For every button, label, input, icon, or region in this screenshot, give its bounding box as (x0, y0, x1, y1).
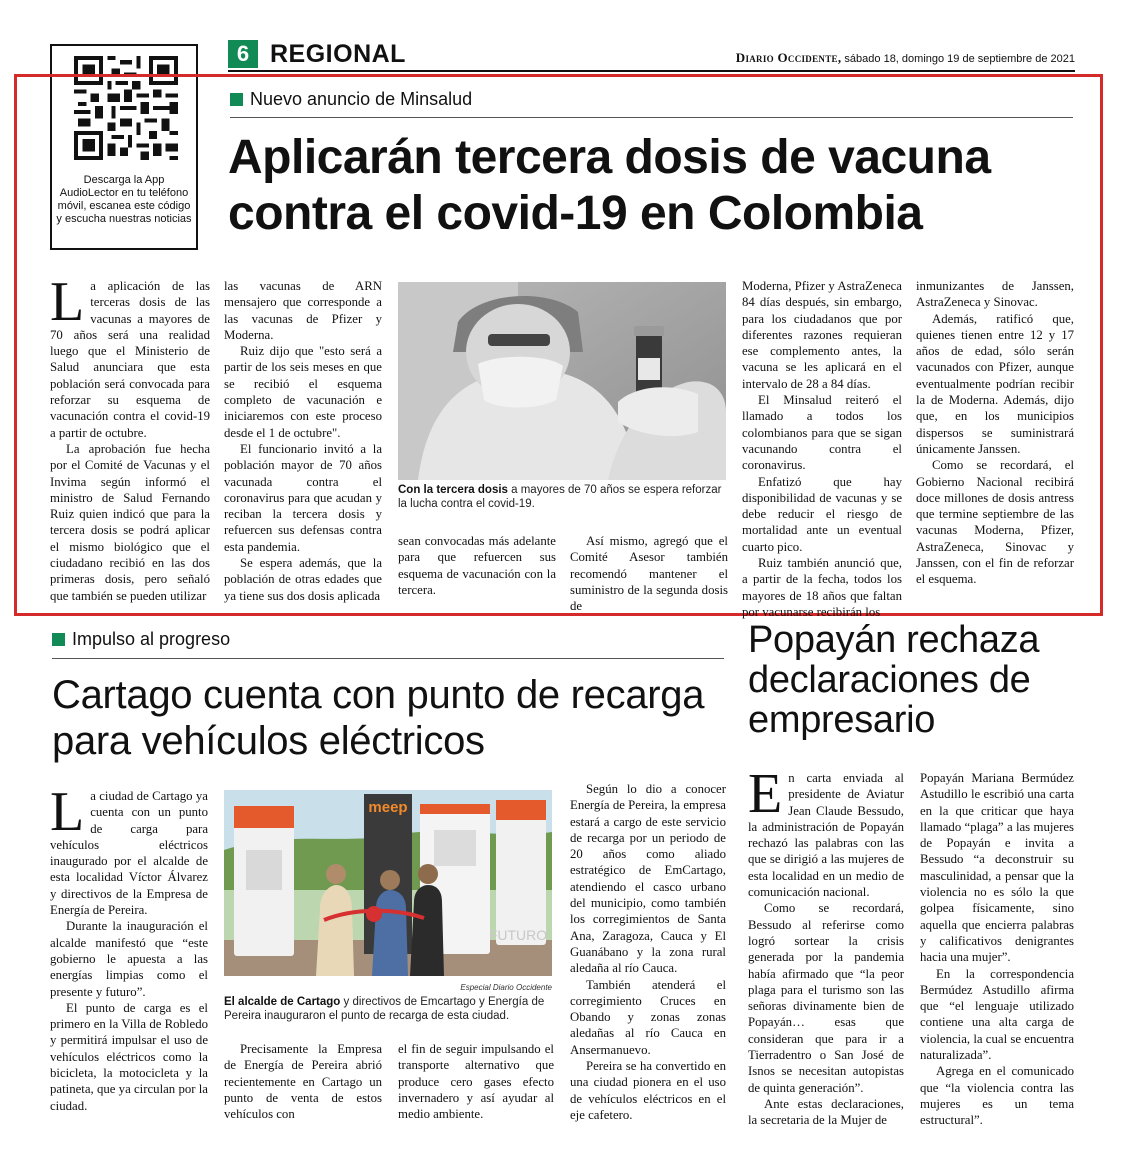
paragraph: a ciudad de Cartago ya cuenta con un punto de carga para vehículos eléctricos inaugurado por el alcalde de esta localidad Víctor Álvarez y directivos de la Empresa de Energía de Pereira. (50, 789, 208, 918)
drop-cap: L (50, 781, 85, 843)
article-headline[interactable]: Popayán rechaza declaraciones de empresario (748, 619, 1040, 741)
kicker-text: Impulso al progreso (72, 629, 231, 649)
paragraph: También atenderá el corregimiento Cruces en Obando y zonas zonas aledañas al río Cauca en Ansermanuevo. (570, 977, 726, 1057)
issue-date: sábado 18, domingo 19 de septiembre de 2021 (841, 53, 1075, 65)
paragraph: a aplicación de las terceras dosis de las vacunas a mayores de 70 años será una realidad luego que el Ministerio de Salud anunciara que esta población será convocada para reforzar su esquema de vacunación contra el covid-19 a partir de octubre. (50, 279, 210, 440)
photo-caption (398, 483, 728, 511)
article-column (570, 781, 726, 1123)
green-square-icon (52, 633, 65, 646)
paragraph: inmunizantes de Janssen, AstraZeneca y Sinovac. (916, 279, 1074, 310)
caption-text: y directivos de Emcartago y Energía de Pereira inauguraron el punto de recarga de esta ciudad. (224, 996, 545, 1022)
vaccine-photo (398, 282, 726, 480)
caption-lead: El alcalde de Cartago (224, 996, 341, 1008)
paragraph: El punto de carga es el primero en la Villa de Robledo y permitirá impulsar el uso de vehículos eléctricos como la bicicleta, la motocicleta y la patineta, que ya circulan por la ciudad. (50, 1000, 208, 1113)
paragraph: el fin de seguir impulsando el transporte alternativo que produce cero gases efecto invernadero y así ayudar al medio ambiente. (398, 1042, 554, 1122)
dateline (736, 50, 1075, 67)
paragraph: Ruiz dijo que "esto será a partir de los seis meses en que se recibió el esquema completo de vacunación e iniciaremos con este proceso desde el 1 de octubre". (224, 344, 382, 440)
article-column (50, 271, 210, 604)
kicker-text: Nuevo anuncio de Minsalud (250, 89, 473, 109)
paragraph: La aprobación fue hecha por el Comité de Vacunas y el Invima según informó el ministro de Salud Fernando Ruiz quien indicó que para la tercera dosis se podrá aplicar el mismo biológico que el ciudadano recibió en las dos primeras dosis, pero señaló que también se pueden utilizar (50, 441, 210, 603)
paragraph: Ante estas declaraciones, la secretaria de la Mujer de (748, 1096, 904, 1128)
paragraph: Se espera además, que la población de otras edades que ya tiene sus dos dosis aplicada (224, 556, 382, 603)
article-column (224, 1041, 382, 1122)
photo-credit: Especial Diario Occidente (460, 983, 552, 992)
paragraph: Moderna, Pfizer y AstraZeneca 84 días después, sin embargo, para los ciudadanos que por diferentes razones requieran ese complemento antes, la vacuna se les aplicará en el intervalo de 28 a 84 días. (742, 279, 902, 391)
paragraph: Enfatizó que hay disponibilidad de vacunas y se debe reducir el riesgo de mortalidad ante un eventual cuarto pico. (742, 474, 902, 554)
paragraph: Durante la inauguración el alcalde manifestó que “este gobierno le apuesta a las energías limpias como el presente y futuro”. (50, 919, 208, 999)
drop-cap: E (748, 763, 783, 825)
article-column (916, 278, 1074, 588)
article-column (224, 278, 382, 604)
charging-station-photo (224, 790, 552, 976)
drop-cap: L (50, 271, 85, 333)
article-column (50, 781, 208, 1114)
paragraph: Popayán Mariana Bermúdez Astudillo le escribió una carta en la que criticar que haya llamado “plaga” a las mujeres de Popayán e invita a Bessudo “a deconstruir su masculinidad, a pensar que la violencia no es sólo la que golpea físicamente, sino aquella que encierra palabras y calificativos denigrantes hacia una mujer”. (920, 771, 1074, 965)
paragraph: El Minsalud reiteró el llamado a todos los colombianos para que se sigan vacunando contra el coronavirus. (742, 393, 902, 473)
paragraph: Agrega en el comunicado que “la violencia contra las mujeres es un tema estructural”. (920, 1064, 1074, 1128)
article-column (570, 533, 728, 614)
page-number: 6 (228, 40, 258, 68)
paragraph: En la correspondencia Bermúdez Astudillo afirma que “el lenguaje utilizado contiene una alta carga de violencia, la cual se encuentra naturalizada”. (920, 966, 1074, 1063)
kicker-rule (230, 117, 1073, 118)
paragraph: Pereira se ha convertido en una ciudad pionera en el uso de vehículos eléctricos en el eje cafetero. (570, 1059, 726, 1122)
paragraph: El funcionario invitó a la población mayor de 70 años vacunada contra el coronavirus para que acudan y reciban la tercera dosis y refuercen sus defensas contra esta pandemia. (224, 441, 382, 554)
paragraph: Precisamente la Empresa de Energía de Pereira abrió recientemente en Cartago un punto de venta de estos vehículos con (224, 1042, 382, 1122)
paragraph: Ruiz también anunció que, a partir de la fecha, todos los mayores de 18 años que faltan por vacunarse recibirán los (742, 556, 902, 619)
newspaper-name: Diario Occidente, (735, 50, 842, 65)
green-square-icon (230, 93, 243, 106)
paragraph: Además, ratificó que, quienes tienen entre 12 y 17 años de edad, sólo serán vacunados con Pfizer, aunque eventualmente podrían recibir la de Moderna. Además, dijo que, en los municipios dispersos se suministrará únicamente Janssen. (916, 311, 1074, 456)
paragraph: Así mismo, agregó que el Comité Asesor también recomendó mantener el suministro de la segunda dosis de (570, 534, 728, 614)
article-headline[interactable]: Aplicarán tercera dosis de vacuna contra el covid-19 en Colombia (228, 131, 991, 240)
photo-caption (224, 995, 554, 1023)
caption-text: a mayores de 70 años se espera reforzar la lucha contra el covid-19. (398, 484, 722, 510)
article-column (398, 1041, 554, 1122)
header-rule (228, 70, 1075, 72)
paragraph: Como se recordará, el Gobierno Nacional recibirá doce millones de dosis antress que termine septiembre de las vacunas Moderna, Pfizer, AstraZeneca, Sinovac y Janssen, con el fin de reforzar el esquema. (916, 458, 1074, 587)
paragraph: sean convocadas más adelante para que refuercen sus esquema de vacunación con la tercera. (398, 534, 556, 597)
article-headline[interactable]: Cartago cuenta con punto de recarga para vehículos eléctricos (52, 673, 705, 763)
article-kicker (230, 88, 472, 110)
section-title: REGIONAL (270, 40, 406, 68)
article-column (920, 770, 1074, 1129)
qr-instructions: Descarga la App AudioLector en tu teléfono móvil, escanea este código y escucha nuestras noticias (56, 174, 192, 225)
article-column (398, 533, 556, 598)
article-column (742, 278, 902, 620)
article-kicker (52, 628, 230, 650)
kicker-rule (52, 658, 724, 659)
paragraph: las vacunas de ARN mensajero que corresponde a las vacunas de Pfizer y Moderna. (224, 279, 382, 342)
paragraph: Como se recordará, Bessudo al referirse como logró sortear la crisis generada por la pandemia había afirmado que “la peor plaga para el turismo son las señoras divinamente bien de Popayán… esas que consideran que para ir a Tierradentro o San José de Isnos se necesitan autopistas de quinta generación”. (748, 901, 904, 1095)
paragraph: n carta enviada al presidente de Aviatur Jean Claude Bessudo, la administración de Popayán rechazó las palabras con las que se dirigió a las mujeres de esta localidad en un medio de comunicación nacional. (748, 771, 904, 900)
photo-sign: meep (368, 799, 408, 816)
caption-lead: Con la tercera dosis (398, 484, 508, 496)
photo-sign: FUTURO (488, 927, 548, 943)
article-column (748, 763, 904, 1129)
paragraph: Según lo dio a conocer Energía de Pereira, la empresa estará a cargo de este servicio de recarga por un periodo de 20 años como aliado estratégico de EmCartago, atendiendo el casco urbano del municipio, como también los corregimientos de Santa Ana, Zaragoza, Cauca y El Guanábano y la zona rural aledaña al río Cauca. (570, 782, 726, 976)
